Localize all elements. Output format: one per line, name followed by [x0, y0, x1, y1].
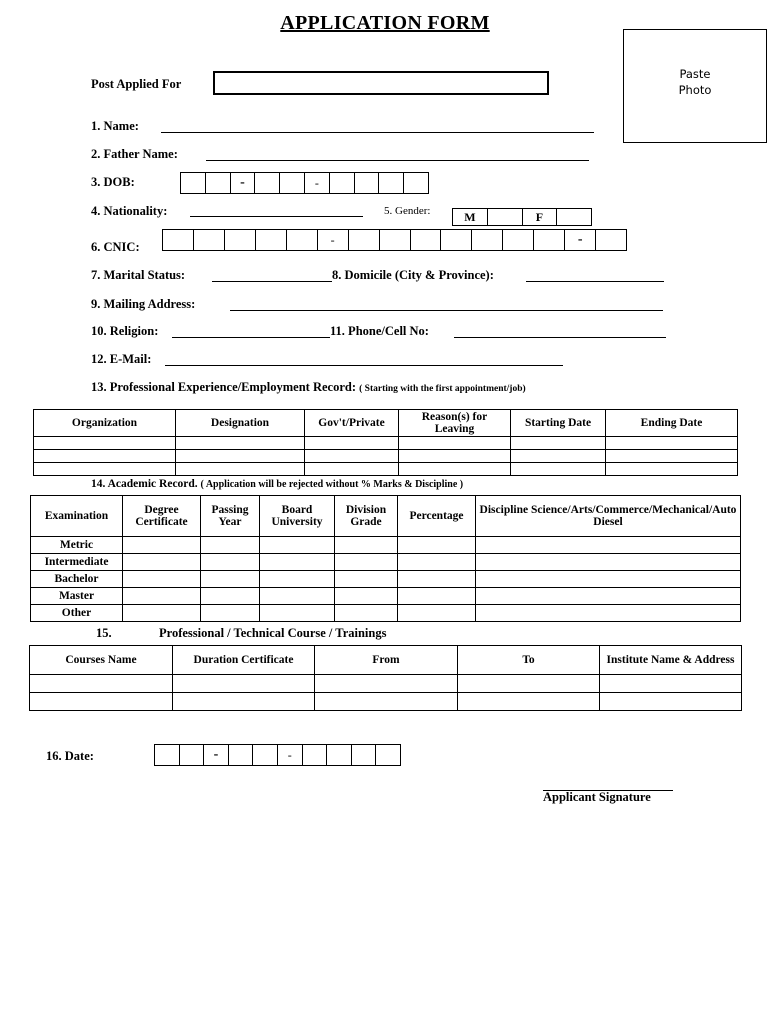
domicile-input[interactable]	[526, 267, 664, 282]
table-cell[interactable]	[176, 437, 305, 450]
dob-cell[interactable]	[379, 173, 404, 193]
post-applied-label: Post Applied For	[91, 77, 182, 91]
table-cell[interactable]	[123, 605, 201, 622]
table-cell[interactable]	[173, 675, 315, 693]
date-label: 16. Date:	[46, 749, 94, 763]
academic-header-row	[31, 496, 741, 537]
table-row	[31, 588, 741, 605]
table-cell[interactable]	[606, 450, 738, 463]
table-cell[interactable]	[315, 675, 458, 693]
table-cell[interactable]	[201, 571, 260, 588]
courses-header-from: From	[315, 646, 458, 675]
date-cell[interactable]	[180, 745, 205, 765]
table-cell[interactable]	[476, 571, 741, 588]
table-row	[31, 537, 741, 554]
table-cell[interactable]	[176, 463, 305, 476]
cnic-cell[interactable]	[287, 230, 318, 250]
table-cell[interactable]	[260, 571, 335, 588]
table-cell[interactable]	[606, 437, 738, 450]
academic-table	[30, 495, 741, 622]
academic-row-label: Metric	[31, 537, 123, 554]
gender-m-option[interactable]: M	[453, 209, 488, 225]
academic-header-examination: Examination	[31, 496, 123, 537]
paste-photo-box[interactable]	[623, 29, 767, 143]
table-cell[interactable]	[34, 450, 176, 463]
table-cell[interactable]	[335, 537, 398, 554]
table-row	[31, 605, 741, 622]
employment-header-ending-date: Ending Date	[606, 410, 738, 437]
cnic-cell[interactable]	[256, 230, 287, 250]
dob-cell[interactable]	[355, 173, 380, 193]
table-cell[interactable]	[398, 588, 476, 605]
table-cell[interactable]	[458, 693, 600, 711]
form-title: APPLICATION FORM	[280, 12, 490, 34]
courses-header-row	[30, 646, 742, 675]
table-cell[interactable]	[511, 463, 606, 476]
table-cell[interactable]	[123, 571, 201, 588]
table-cell[interactable]	[335, 554, 398, 571]
courses-table	[29, 645, 742, 711]
cnic-cell[interactable]	[194, 230, 225, 250]
gender-f-option[interactable]: F	[523, 209, 558, 225]
table-cell[interactable]	[398, 537, 476, 554]
cnic-cell[interactable]	[411, 230, 442, 250]
table-cell[interactable]	[201, 588, 260, 605]
mailing-address-label: 9. Mailing Address:	[91, 297, 196, 311]
courses-header-institute: Institute Name & Address	[600, 646, 742, 675]
gender-m-box[interactable]	[488, 209, 523, 225]
table-cell[interactable]	[399, 437, 511, 450]
date-cell[interactable]	[303, 745, 328, 765]
professional-experience-heading	[91, 380, 526, 395]
date-cell[interactable]	[155, 745, 180, 765]
cnic-cell[interactable]	[225, 230, 256, 250]
table-cell[interactable]	[176, 450, 305, 463]
table-cell[interactable]	[123, 537, 201, 554]
photo-label-line2: Photo	[678, 83, 712, 97]
table-cell[interactable]	[34, 463, 176, 476]
employment-header-organization: Organization	[34, 410, 176, 437]
table-row	[34, 463, 738, 476]
table-row	[30, 693, 742, 711]
table-cell[interactable]	[30, 693, 173, 711]
cnic-cell[interactable]	[503, 230, 534, 250]
applicant-signature-label: Applicant Signature	[543, 790, 651, 804]
date-cell[interactable]	[327, 745, 352, 765]
table-cell[interactable]	[476, 605, 741, 622]
table-row	[34, 450, 738, 463]
courses-number: 15.	[96, 626, 112, 640]
table-cell[interactable]	[201, 554, 260, 571]
religion-input[interactable]	[172, 323, 330, 338]
name-input[interactable]	[161, 118, 594, 133]
academic-record-note: ( Application will be rejected without % Marks & Discipline )	[200, 479, 464, 490]
cnic-cell[interactable]	[472, 230, 503, 250]
email-input[interactable]	[165, 351, 563, 366]
table-cell[interactable]	[305, 450, 399, 463]
table-cell[interactable]	[201, 537, 260, 554]
date-separator: -	[204, 745, 229, 765]
marital-status-input[interactable]	[212, 267, 332, 282]
table-row	[31, 554, 741, 571]
dob-label: 3. DOB:	[91, 175, 135, 189]
cnic-separator: -	[565, 230, 596, 250]
table-row	[30, 675, 742, 693]
academic-header-discipline: Discipline Science/Arts/Commerce/Mechanical/Auto Diesel	[476, 496, 741, 537]
table-cell[interactable]	[511, 437, 606, 450]
table-cell[interactable]	[260, 605, 335, 622]
courses-header-to: To	[458, 646, 600, 675]
employment-table	[33, 409, 738, 476]
marital-status-label: 7. Marital Status:	[91, 268, 186, 282]
academic-record-title: 14. Academic Record.	[91, 478, 198, 490]
courses-header-name: Courses Name	[30, 646, 173, 675]
table-cell[interactable]	[335, 605, 398, 622]
courses-heading: Professional / Technical Course / Trainings	[159, 626, 387, 640]
gender-f-box[interactable]	[557, 209, 591, 225]
table-cell[interactable]	[260, 588, 335, 605]
table-cell[interactable]	[476, 588, 741, 605]
table-cell[interactable]	[201, 605, 260, 622]
academic-header-board: Board University	[260, 496, 335, 537]
father-name-input[interactable]	[206, 146, 589, 161]
cnic-cell[interactable]	[163, 230, 194, 250]
table-cell[interactable]	[335, 588, 398, 605]
academic-row-label: Other	[31, 605, 123, 622]
cnic-cell[interactable]	[441, 230, 472, 250]
table-cell[interactable]	[398, 554, 476, 571]
table-cell[interactable]	[600, 675, 742, 693]
table-cell[interactable]	[260, 537, 335, 554]
table-cell[interactable]	[123, 554, 201, 571]
phone-label: 11. Phone/Cell No:	[330, 324, 429, 338]
professional-experience-note: ( Starting with the first appointment/job)	[359, 384, 526, 394]
date-separator: -	[278, 745, 303, 765]
photo-label-line1: Paste	[679, 67, 711, 81]
employment-header-reason: Reason(s) for Leaving	[399, 410, 511, 437]
table-cell[interactable]	[34, 437, 176, 450]
academic-row-label: Bachelor	[31, 571, 123, 588]
dob-separator: -	[305, 173, 330, 193]
professional-experience-title: 13. Professional Experience/Employment Record:	[91, 380, 357, 394]
employment-header-starting-date: Starting Date	[511, 410, 606, 437]
nationality-label: 4. Nationality:	[91, 204, 168, 218]
academic-row-label: Master	[31, 588, 123, 605]
post-applied-input[interactable]	[213, 71, 549, 95]
dob-cell[interactable]	[181, 173, 206, 193]
cnic-cell[interactable]	[380, 230, 411, 250]
dob-cell[interactable]	[206, 173, 231, 193]
phone-input[interactable]	[454, 323, 666, 338]
table-row	[34, 437, 738, 450]
table-cell[interactable]	[399, 463, 511, 476]
table-cell[interactable]	[305, 463, 399, 476]
mailing-address-input[interactable]	[230, 296, 663, 311]
academic-row-label: Intermediate	[31, 554, 123, 571]
nationality-input[interactable]	[190, 203, 363, 217]
dob-cell[interactable]	[330, 173, 355, 193]
table-cell[interactable]	[123, 588, 201, 605]
date-cell[interactable]	[376, 745, 400, 765]
date-cell[interactable]	[253, 745, 278, 765]
employment-header-designation: Designation	[176, 410, 305, 437]
domicile-label: 8. Domicile (City & Province):	[332, 268, 494, 282]
table-cell[interactable]	[458, 675, 600, 693]
academic-record-heading	[91, 478, 463, 490]
dob-cell[interactable]	[255, 173, 280, 193]
gender-input[interactable]	[452, 208, 592, 226]
dob-cell[interactable]	[404, 173, 428, 193]
table-cell[interactable]	[476, 554, 741, 571]
table-cell[interactable]	[335, 571, 398, 588]
table-cell[interactable]	[30, 675, 173, 693]
table-row	[31, 571, 741, 588]
cnic-label: 6. CNIC:	[91, 240, 140, 254]
cnic-cell[interactable]	[596, 230, 626, 250]
date-cell[interactable]	[352, 745, 377, 765]
table-cell[interactable]	[606, 463, 738, 476]
table-cell[interactable]	[398, 571, 476, 588]
religion-label: 10. Religion:	[91, 324, 159, 338]
table-cell[interactable]	[511, 450, 606, 463]
dob-input[interactable]	[180, 172, 429, 194]
table-cell[interactable]	[399, 450, 511, 463]
table-cell[interactable]	[260, 554, 335, 571]
cnic-separator: -	[318, 230, 349, 250]
academic-header-passing-year: Passing Year	[201, 496, 260, 537]
email-label: 12. E-Mail:	[91, 352, 152, 366]
table-cell[interactable]	[305, 437, 399, 450]
employment-header-row	[34, 410, 738, 437]
courses-header-duration: Duration Certificate	[173, 646, 315, 675]
cnic-cell[interactable]	[349, 230, 380, 250]
academic-header-percentage: Percentage	[398, 496, 476, 537]
date-cell[interactable]	[229, 745, 254, 765]
date-input[interactable]	[154, 744, 401, 766]
dob-cell[interactable]	[280, 173, 305, 193]
table-cell[interactable]	[398, 605, 476, 622]
academic-header-degree: Degree Certificate	[123, 496, 201, 537]
cnic-cell[interactable]	[534, 230, 565, 250]
table-cell[interactable]	[315, 693, 458, 711]
dob-separator: -	[231, 173, 256, 193]
table-cell[interactable]	[173, 693, 315, 711]
father-name-label: 2. Father Name:	[91, 147, 178, 161]
table-cell[interactable]	[476, 537, 741, 554]
academic-header-division: Division Grade	[335, 496, 398, 537]
gender-label: 5. Gender:	[384, 205, 431, 217]
table-cell[interactable]	[600, 693, 742, 711]
cnic-input[interactable]	[162, 229, 627, 251]
name-label: 1. Name:	[91, 119, 139, 133]
employment-header-govt-private: Gov't/Private	[305, 410, 399, 437]
